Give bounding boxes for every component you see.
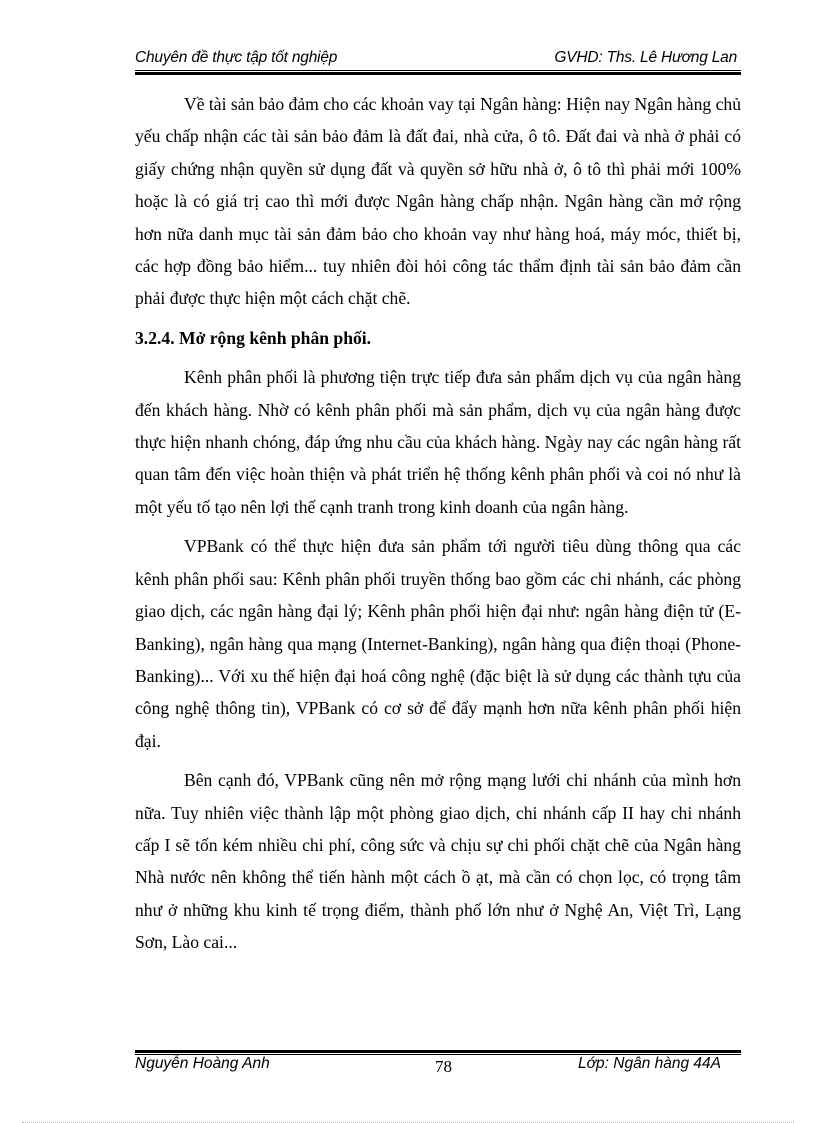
header-rule-thin	[135, 70, 741, 71]
page-number: 78	[435, 1057, 452, 1076]
header-supervisor: GVHD: Ths. Lê Hương Lan	[554, 49, 737, 66]
paragraph-collateral: Về tài sản bảo đảm cho các khoản vay tại Ngân hàng: Hiện nay Ngân hàng chủ yếu chấp nhận các tài sản bảo đảm là đất đai, nhà cửa, ô tô. Đất đai và nhà ở phải có giấy chứng nhận quyền sử dụng đất và quyền sở hữu nhà ở, ô tô thì phải mới 100% hoặc là có giá trị cao thì mới được Ngân hàng chấp nhận. Ngân hàng cần mở rộng hơn nữa danh mục tài sản đảm bảo cho khoản vay như hàng hoá, máy móc, thiết bị, các hợp đồng bảo hiểm... tuy nhiên đòi hỏi công tác thẩm định tài sản bảo đảm cần phải được thực hiện một cách chặt chẽ.	[135, 94, 741, 309]
footer-rule-thick	[135, 1050, 741, 1053]
paragraph-vpbank-channels: VPBank có thể thực hiện đưa sản phẩm tới người tiêu dùng thông qua các kênh phân phối sau: Kênh phân phối truyền thống bao gồm các chi nhánh, các phòng giao dịch, các ngân hàng đại lý; Kênh phân phối hiện đại như: ngân hàng điện tử (E-Banking), ngân hàng qua mạng (Internet-Banking), ngân hàng qua điện thoại (Phone-Banking)... Với xu thế hiện đại hoá công nghệ (đặc biệt là sử dụng các thành tựu của công nghệ thông tin), VPBank có cơ sở để đẩy mạnh hơn nữa kênh phân phối hiện đại.	[135, 536, 741, 751]
header-report-title: Chuyên đề thực tập tốt nghiệp	[135, 49, 338, 66]
footer-author: Nguyễn Hoàng Anh	[135, 1055, 270, 1072]
paragraph-branch-network: Bên cạnh đó, VPBank cũng nên mở rộng mạng lưới chi nhánh của mình hơn nữa. Tuy nhiên việc thành lập một phòng giao dịch, chi nhánh cấp II hay chi nhánh cấp I sẽ tốn kém nhiều chi phí, công sức và chịu sự chi phối chặt chẽ của Ngân hàng Nhà nước nên không thể tiến hành một cách ồ ạt, mà cần có chọn lọc, có trọng tâm như ở những khu kinh tế trọng điểm, thành phố lớn như ở Nghệ An, Việt Trì, Lạng Sơn, Lào cai...	[135, 770, 741, 953]
header-rule-thick	[135, 72, 741, 75]
page-header	[135, 46, 741, 70]
page-body	[135, 88, 741, 966]
section-heading: 3.2.4. Mở rộng kênh phân phối.	[135, 327, 372, 348]
footer-class: Lớp: Ngân hàng 44A	[578, 1055, 721, 1072]
paragraph-distribution-channels: Kênh phân phối là phương tiện trực tiếp đưa sản phẩm dịch vụ của ngân hàng đến khách hàng. Nhờ có kênh phân phối mà sản phẩm, dịch vụ của ngân hàng được thực hiện nhanh chóng, đáp ứng nhu cầu của khách hàng. Ngày nay các ngân hàng rất quan tâm đến việc hoàn thiện và phát triển hệ thống kênh phân phối và coi nó như là một yếu tố tạo nên lợi thế cạnh tranh trong kinh doanh của ngân hàng.	[135, 367, 741, 517]
page-footer	[135, 1055, 741, 1077]
